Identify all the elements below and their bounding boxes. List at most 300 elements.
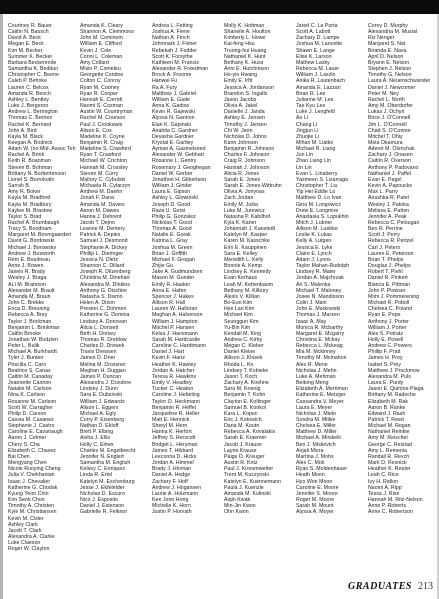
graduate-name: Elizabeth M. Rak xyxy=(368,398,409,405)
graduate-name: Melina M. Drossner xyxy=(80,361,126,368)
graduate-name: Devasha Gardner xyxy=(152,133,194,140)
graduate-name: Rachel M. Courson xyxy=(80,115,126,122)
graduate-name: Jason E. Quintos-Plaga xyxy=(368,386,424,393)
graduate-name: Trent M. Kuczynski xyxy=(224,472,269,479)
graduate-name: Kaylee M. Brastow xyxy=(8,207,53,214)
graduate-name: Elise K. Larson xyxy=(296,53,332,60)
graduate-name: Laura E. Purdy xyxy=(368,380,404,387)
graduate-name: Jingjun Li xyxy=(296,127,319,134)
graduate-name: Jaiven R. Brady xyxy=(8,269,46,276)
graduate-name: Mathew Lasky xyxy=(296,59,330,66)
graduate-name: Ryan R. Cooper xyxy=(80,90,118,97)
graduate-name: Rachel A. Brumbaugh xyxy=(8,220,60,226)
graduate-name: Aisha J. Ellis xyxy=(80,435,111,442)
graduate-name: Jared C. La Porta xyxy=(296,23,338,29)
graduate-name: Wesley J. Braga xyxy=(8,275,47,282)
graduate-name: Zachary F. Hoff xyxy=(152,478,188,485)
graduate-name: Kayla M. Bradford xyxy=(8,195,51,202)
graduate-name: Zhuojie Li xyxy=(296,133,319,140)
left-page-edge xyxy=(0,14,3,599)
graduate-name: Hannah M. Ritz-Nelson xyxy=(368,497,423,504)
graduate-name: Thomas R. Dreblow xyxy=(80,336,127,343)
graduate-name: Rosanne M. Carlson xyxy=(8,398,57,405)
graduate-name: Sarah E. Jones xyxy=(224,176,261,183)
graduate-name: Helen A. Dixon xyxy=(80,300,116,307)
graduate-name: James P. Duncan xyxy=(80,373,122,380)
graduate-name: Kim M. Becker xyxy=(8,47,43,54)
graduate-name: Andrew C. Powers xyxy=(368,343,412,350)
graduate-name: Caitlin N. Bausch xyxy=(8,29,49,36)
graduate-name: John P. Plowser xyxy=(368,287,406,294)
graduate-name: Nathaniel K. Hunt xyxy=(224,53,266,60)
graduate-name: Hanna K. Herfort xyxy=(152,429,192,436)
graduate-name: Andrew L. Berrington xyxy=(8,109,58,116)
graduate-name: Ben J. Miskovich xyxy=(296,441,336,448)
graduate-name: April D. Nelson xyxy=(368,53,404,60)
graduate-name: Alex R. Mene xyxy=(296,361,328,368)
graduate-name: Michael A. Egly xyxy=(80,410,117,417)
graduate-name: Eric J. Kotowich xyxy=(224,417,262,423)
graduate-name: David G. Bordowski xyxy=(8,238,55,245)
graduate-name: Elan K. Gapinski xyxy=(152,121,192,128)
graduate-name: Bai Chen xyxy=(8,453,30,460)
graduate-name: Rachel A. Brink xyxy=(8,152,45,159)
graduate-name: Alicia R. Jones xyxy=(224,170,260,177)
graduate-name: Anjali Misra xyxy=(296,447,324,454)
graduate-name: Meia Okamura xyxy=(368,139,403,146)
graduate-name: Samantha K. Beddun xyxy=(8,66,59,73)
graduate-name: Rhoda L. Ko xyxy=(224,361,254,368)
graduate-name: Lauren W. Halloran xyxy=(152,306,198,313)
graduate-name: William E. Gade xyxy=(152,96,190,103)
graduate-name: Joshua A. Fiene xyxy=(152,29,190,36)
graduate-name: Elizabeth C. Chavez xyxy=(8,447,56,454)
graduate-name: Andrew M. Daehn xyxy=(80,189,123,196)
graduate-name: Jun Lin xyxy=(296,152,314,159)
graduate-name: Amanda R. Bench xyxy=(8,90,51,97)
graduate-name: Evan Kerhaus xyxy=(224,275,258,282)
graduate-name: Joshua M. Lancette xyxy=(296,41,343,48)
graduate-name: Anthony G. Dischler xyxy=(80,287,128,294)
graduate-name: Lin Lin xyxy=(296,164,312,171)
graduate-name: Alyssa A. Moyer xyxy=(296,509,334,516)
graduate-name: Patrick T. Reed xyxy=(368,417,404,423)
graduate-name: Amy M. Oberdorfer xyxy=(368,103,413,110)
graduate-name: Scott W. Carragher xyxy=(8,404,54,411)
graduate-name: Timothy G. Nelson xyxy=(368,72,412,79)
graduate-name: William E. Clifford xyxy=(80,41,122,48)
graduate-name: Colton C. Conroy xyxy=(80,78,121,85)
graduate-name: Chery S. Cha xyxy=(8,441,40,448)
graduate-name: Allison M. Luebke xyxy=(296,226,338,233)
graduate-name: Spencer J. Hakes xyxy=(152,293,194,300)
graduate-name: Alexandra M. Puls xyxy=(368,373,411,380)
graduate-name: Emily E. Irfit xyxy=(224,78,253,85)
graduate-name: Keith R. Boanman xyxy=(8,158,51,165)
graduate-name: Sara E. Dubzinski xyxy=(80,392,123,399)
graduate-name: Misin P. Comeleu xyxy=(80,66,121,73)
graduate-name: Nathaniel J. Paffel xyxy=(368,170,411,177)
graduate-name: Michael T. Maloney xyxy=(296,287,342,294)
graduate-name: Kee Joon Hong xyxy=(152,497,189,504)
graduate-name: Truong-hui Huang xyxy=(224,47,267,54)
graduate-name: Christina E. Mckay xyxy=(296,336,341,343)
graduate-name: Katelyn M. Eschenburg xyxy=(80,478,135,485)
graduate-name: Michael A. Minikelli xyxy=(296,435,341,442)
graduate-name: Johnmark J. Fisher xyxy=(152,41,198,48)
graduate-name: Michael R. Liang xyxy=(296,146,336,153)
graduate-name: James T. Hibbard xyxy=(152,447,194,454)
graduate-name: Rebecca A. Brey xyxy=(8,312,48,319)
graduate-name: Roger W. Clayton xyxy=(8,546,50,553)
graduate-name: Matthew J. Gabriel xyxy=(152,90,197,97)
graduate-name: Kyla K. Kaner xyxy=(224,220,257,226)
graduate-name: Charles F. Johnson xyxy=(224,152,270,159)
graduate-name: Mallory C. Cybulski xyxy=(80,176,126,183)
graduate-name: Caroline C. Hardtmann xyxy=(152,343,207,350)
graduate-name: Heath Moon xyxy=(296,472,325,479)
graduate-name: John C. Brekke xyxy=(8,300,45,307)
graduate-name: Danielle J. Janda xyxy=(224,109,265,116)
graduate-name: Jennifer S. Moore xyxy=(296,490,338,497)
graduate-name: Brian T. Phelps xyxy=(368,256,404,263)
graduate-name: Lauren E. Peterson xyxy=(368,250,414,257)
graduate-name: Sondra M. Milkie xyxy=(296,417,336,423)
graduate-name: Luke J. Lengfeld xyxy=(296,109,335,116)
graduate-name: Chi W. Jeon xyxy=(224,127,253,134)
graduate-name: Elizabeth A. Merriman xyxy=(296,386,348,393)
graduate-name: Austin W. Countryman xyxy=(80,109,133,116)
graduate-name: Summer K. Becker xyxy=(8,53,53,60)
graduate-name: Philip D. Carson xyxy=(8,410,47,417)
graduate-name: Hannah J. Johnson xyxy=(224,164,270,171)
graduate-name: Kyung Yeon Choi xyxy=(8,490,49,497)
graduate-name: Meghan A. Halverson xyxy=(152,312,203,319)
graduate-name: Jonah F. Dana xyxy=(80,195,115,202)
graduate-name: Lindsey E. Kennedy xyxy=(224,269,272,276)
graduate-name: Mimi J. Pommerening xyxy=(368,293,420,300)
graduate-name: Beatrice S. Canas xyxy=(8,367,51,374)
graduate-name: Nicholas D. Escuro xyxy=(80,490,126,497)
graduate-name: Krystal E. Gartley xyxy=(152,139,194,146)
graduate-name: Timothy M. Mcmahon xyxy=(296,355,347,362)
graduate-name: Andrew J. Bosworth xyxy=(8,250,56,257)
graduate-name: Thomas A. Good xyxy=(152,226,192,233)
graduate-name: Zach Jordan xyxy=(224,195,254,202)
graduate-name: Robert T. Piehl xyxy=(368,269,403,276)
graduate-name: Jonathon H. Gilbertson xyxy=(152,176,207,183)
graduate-name: Cassia M. Casanez xyxy=(8,417,54,423)
graduate-name: Samantha M. English xyxy=(80,460,131,467)
graduate-name: Jessica E. Lyke xyxy=(296,244,333,251)
graduate-name: Nicole Ruoying Cheng xyxy=(8,466,61,473)
graduate-name: Brianda E. Nava xyxy=(368,47,407,54)
graduate-name: Olivia A. Jonynas xyxy=(224,189,265,196)
graduate-name: Brice J. O'Connell xyxy=(368,115,411,122)
graduate-name: Anne J. Bowen xyxy=(8,263,44,270)
graduate-name: Lindsey A. Donovan xyxy=(80,318,128,325)
graduate-name: Chang Li xyxy=(296,121,318,128)
graduate-name: Emily R. Haaker xyxy=(152,281,191,288)
graduate-name: Carl J. Peters xyxy=(368,244,401,251)
graduate-name: Jessica N. Dietz xyxy=(80,256,118,263)
graduate-name: Yasmeen S. Lizarraga xyxy=(296,176,348,183)
graduate-name: Jacqueline R. Heller xyxy=(152,410,200,417)
graduate-name: Jessica A. Jordanson xyxy=(224,84,275,91)
graduate-name: Michael Kim xyxy=(224,312,253,319)
graduate-name: Anni E. Hutchinson xyxy=(224,66,270,73)
graduate-name: Caroline J. Hebeling xyxy=(152,392,200,399)
page-number: 213 xyxy=(418,581,433,592)
graduate-name: Mitchel T. Ohly xyxy=(368,133,403,140)
graduate-name: Amy M. Reischel xyxy=(368,435,408,442)
graduate-name: Heather K. Hawley xyxy=(152,361,197,368)
graduate-name: Aiqin Kwak xyxy=(224,497,251,504)
graduate-name: Hyo Won Moon xyxy=(296,478,333,485)
graduate-name: Teresa R. Hawkins xyxy=(152,373,197,380)
graduate-name: Zhao Liang Lin xyxy=(296,158,332,165)
graduate-name: Alyssa N. Gannon xyxy=(152,115,195,122)
graduate-name: Paige D. Kreuger xyxy=(224,453,265,460)
graduate-name: Philip G. Gonzalez xyxy=(152,213,196,220)
graduate-name: Riz Nenger xyxy=(368,35,395,42)
graduate-name: Sara E. Kelley xyxy=(224,250,258,257)
graduate-name: Yu-Bin Kim xyxy=(224,324,251,331)
graduate-name: Lionel S. Borrokutin xyxy=(8,176,55,183)
graduate-name: Amanda E. Lazzari xyxy=(296,84,341,91)
graduate-name: Phillip F. Pratt xyxy=(368,349,401,356)
names-column-5 xyxy=(296,23,352,516)
graduate-name: Melissa E. Patton xyxy=(368,207,410,214)
graduate-name: Caroline E. Cavanaugh xyxy=(8,429,63,436)
graduate-name: Joseph R. Dilzenberg xyxy=(80,269,131,276)
graduate-name: Zachary A. Koehne xyxy=(224,380,269,387)
graduate-name: Sheryl M. Hern xyxy=(152,423,188,430)
graduate-name: Georgette Condos xyxy=(80,72,124,79)
names-column-3 xyxy=(152,23,211,516)
graduate-name: Beth H. Dorsey xyxy=(80,330,116,337)
graduate-name: Amy R. Boker xyxy=(8,189,41,196)
graduate-name: Conni L. Coleman xyxy=(80,53,123,60)
graduate-name: Paul J. Crookawis xyxy=(80,121,123,128)
graduate-name: Shanelle A. Houlton xyxy=(224,29,271,36)
graduate-name: Anahita C. Gardner xyxy=(152,127,198,134)
graduate-name: Amanda M. Kulinski xyxy=(224,490,271,497)
graduate-name: Laurie A. Holzmann xyxy=(152,490,199,497)
graduate-name: Leanne M. Demery xyxy=(80,226,125,233)
graduate-name: Meghan H. Duggan xyxy=(80,367,126,374)
graduate-name: Isabel S. Prey xyxy=(368,361,401,368)
graduate-name: Caitlin Brooke xyxy=(8,330,41,337)
graduate-name: Seunggun Kim xyxy=(224,318,259,325)
graduate-name: Nina K. Carlson xyxy=(8,392,46,399)
graduate-name: Alex C. Mok xyxy=(296,460,325,467)
graduate-name: Scott A. Labott xyxy=(296,29,331,36)
graduate-name: Tyler J. Bunten xyxy=(8,355,44,362)
graduate-name: Paul J. Kronenwetter xyxy=(224,466,274,473)
graduate-name: Kevin A. Papoucks xyxy=(368,183,413,190)
graduate-name: Nicholas D. Johns xyxy=(224,133,267,140)
graduate-name: Colin J. Mani xyxy=(296,300,327,307)
graduate-name: Thomas C. Berrien xyxy=(8,115,53,122)
graduate-name: Amanda M. Davies xyxy=(80,201,125,208)
graduate-name: Phillip L. Dieringer xyxy=(80,250,124,257)
graduate-name: Matthew J. Prockmow xyxy=(368,367,420,374)
graduate-name: Drew E. Longmire xyxy=(296,207,339,214)
graduate-name: Holly E. Powell xyxy=(368,336,404,343)
graduate-name: Leeconna D. Hicks xyxy=(152,453,197,460)
graduate-name: Katherine E. Metzger xyxy=(296,392,346,399)
graduate-name: Corry P. Eisenberg xyxy=(80,417,125,423)
graduate-name: Ashley L. Glowinski xyxy=(152,195,198,202)
graduate-name: Daniel R. Pinkert xyxy=(368,275,408,282)
graduate-name: Brittany M. Radoche xyxy=(368,392,416,399)
graduate-name: Ho-yin Hwang xyxy=(224,72,258,79)
graduate-name: Anne P. Roberts xyxy=(368,503,407,510)
graduate-name: Alexandra J. Dundore xyxy=(80,380,132,387)
graduate-name: Dana M. Koutn xyxy=(224,423,260,430)
graduate-name: Allison J. Klosek xyxy=(224,355,263,362)
graduate-name: Daniel A. Hodge xyxy=(152,472,191,479)
graduate-name: Thomas J. Marzen xyxy=(296,312,340,319)
graduate-name: Daniel J. Newcomer xyxy=(368,84,416,91)
graduate-name: Kimberly L. Howe xyxy=(224,35,266,42)
graduate-name: Molly K. Hottman xyxy=(224,23,265,29)
graduate-name: Ari S. Malenka xyxy=(296,281,331,288)
graduate-name: Rosanne L. Gentry xyxy=(152,158,197,165)
graduate-name: Nicholas J. Mehn xyxy=(296,367,337,374)
graduate-name: Samuel J. Desmond xyxy=(80,238,128,245)
graduate-name: Mason M. Gunder xyxy=(152,275,195,282)
graduate-name: Brady J. Hinman xyxy=(152,466,192,473)
graduate-name: Mark D. Resnick xyxy=(368,460,407,467)
graduate-name: Bethany M. Kilbury xyxy=(224,287,269,294)
graduate-name: Megan E. Beck xyxy=(8,41,44,48)
graduate-name: Anika R. Lautenbach xyxy=(296,78,346,85)
graduate-name: Justin P. Horvath xyxy=(152,509,192,516)
graduate-name: Jordan A. Majchrzak xyxy=(296,275,344,282)
graduate-name: Kendall M. King xyxy=(224,330,262,337)
graduate-name: Shawn E. Lange xyxy=(296,47,335,54)
graduate-name: Rachel L. North xyxy=(368,96,405,103)
graduate-name: Sarah E. Kraemer xyxy=(224,435,267,442)
graduate-name: Timothy A. Christen xyxy=(8,503,55,510)
graduate-name: Benjamin R. Heffel xyxy=(152,404,197,411)
graduate-name: Clayton E. Koltinger xyxy=(224,398,271,405)
graduate-name: Daniel Kleine xyxy=(224,349,256,356)
graduate-name: Kevin J. Cole xyxy=(80,47,112,54)
graduate-name: Rosemary J. Geoghegan xyxy=(152,164,211,171)
graduate-name: Adam J. Lyons xyxy=(296,256,331,263)
graduate-name: Lindsey T. Kobieke xyxy=(224,367,269,374)
graduate-name: Hanna J. Dehrent xyxy=(80,213,122,220)
graduate-name: Ao Li xyxy=(296,115,309,122)
graduate-name: Nathan A. Finch xyxy=(152,35,190,42)
graduate-name: Kathleen M. Francis xyxy=(152,59,200,66)
graduate-name: Matthew D. Lo Ivan xyxy=(296,195,342,202)
graduate-name: Madeline S. Crawford xyxy=(80,146,131,153)
graduate-name: Ashley E. Jensen xyxy=(224,115,265,122)
graduate-name: Tae Kyu Lee xyxy=(296,103,326,110)
graduate-name-columns xyxy=(8,23,436,578)
graduate-name: Gina M. Longowicz xyxy=(296,201,341,208)
graduate-name: Ohn Kwon xyxy=(224,509,249,516)
graduate-name: Allison R. Hall xyxy=(152,300,186,307)
graduate-name: Anthony P. Padovano xyxy=(368,164,419,171)
graduate-name: James D. Drier xyxy=(80,355,116,362)
graduate-name: Matthew D. Miller xyxy=(296,429,337,436)
graduate-name: Corey D. Murphy xyxy=(368,23,408,29)
graduate-name: Jesse J. Ekfelelder xyxy=(80,484,125,491)
graduate-name: Ashley Clark xyxy=(8,521,38,528)
graduate-name: Brian J. Griffith xyxy=(152,250,188,257)
graduate-name: Margaret M. Boomgaarden xyxy=(8,232,72,239)
graduate-name: Rebecca C. Pelougan xyxy=(368,220,420,226)
graduate-name: Chelsea E. Miller xyxy=(296,423,337,430)
graduate-name: Kelsa J. Hansmann xyxy=(152,330,198,337)
graduate-name: David A. Beck xyxy=(8,35,41,42)
graduate-name: Michael R. Poboll xyxy=(368,300,410,307)
graduate-name: Lauren C. Belcox xyxy=(8,84,49,91)
graduate-name: Aaron J. Celmer xyxy=(8,435,47,442)
graduate-name: Anastasia S. Lopukhin xyxy=(296,213,349,220)
graduate-name: Claire E. Lynch xyxy=(296,250,332,257)
graduate-name: Naomi A. Ripp xyxy=(368,484,402,491)
graduate-name: Jordan A. Himmel xyxy=(152,460,194,467)
graduate-name: Tucker C. Heaton xyxy=(152,386,194,393)
graduate-name: Shannon A. Clemmons xyxy=(80,29,135,36)
graduate-name: Kim Seok Choo xyxy=(8,497,45,504)
graduate-name: Andrew J. Hogansen xyxy=(152,484,202,491)
graduate-name: Luke J. Bergeron xyxy=(8,103,49,110)
graduate-name: Luke A. Mehman xyxy=(296,373,336,380)
graduate-name: Hanwei Fu xyxy=(152,78,178,85)
graduate-name: Benjamin R. Johnson xyxy=(224,146,275,153)
graduate-name: Andrea L. Fetting xyxy=(152,23,193,29)
graduate-name: Stephanie A. Dickey xyxy=(80,244,128,251)
top-black-banner xyxy=(0,0,439,14)
graduate-name: Caitlin R. Overson xyxy=(368,158,411,165)
graduate-name: Margaret E. Mcgarry xyxy=(296,330,345,337)
graduate-name: Scott K. Forsythe xyxy=(152,53,193,60)
graduate-name: Yip Hei Eddie Lo xyxy=(296,189,336,196)
graduate-name: Christopher C. Beene xyxy=(8,72,59,79)
graduate-name: Peter M. Ney xyxy=(368,90,399,97)
graduate-name: Brittany N. Borbertenson xyxy=(8,170,67,177)
graduate-name: Brock A. Froome xyxy=(152,72,192,79)
graduate-name: Min-Jin Kwon xyxy=(224,503,256,510)
graduate-name: Kyle M. Christiansen xyxy=(8,509,57,516)
graduate-name: Preston C. Dohmen xyxy=(80,306,127,313)
graduate-name: Kai-feng Hsu xyxy=(224,41,255,48)
names-column-6 xyxy=(368,23,431,516)
graduate-name: Austin R. Kritz xyxy=(224,460,258,467)
graduate-name: Alexander R. Freedman xyxy=(152,66,209,73)
graduate-name: Kayla M. Black xyxy=(8,133,44,140)
graduate-name: Karen M. Kasschke xyxy=(224,238,270,245)
graduate-name: Michael A. Burkhardt xyxy=(8,349,57,356)
graduate-name: Jacob T. Dejno xyxy=(80,220,115,226)
graduate-name: Gabrielle R. Felknor xyxy=(80,509,128,516)
graduate-name: Ben R. Perrine xyxy=(368,226,403,233)
graduate-name: Sarah M. Hardcastle xyxy=(152,336,201,343)
graduate-name: Jennifer A. Peak xyxy=(368,213,407,220)
graduate-name: Hye Lan Kim xyxy=(224,306,255,313)
graduate-name: Mitch J. Lubner xyxy=(296,220,333,226)
graduate-name: Anna K. Gadow xyxy=(152,103,189,110)
names-column-2 xyxy=(80,23,136,516)
graduate-name: Leslie K. Lukas xyxy=(296,232,332,239)
